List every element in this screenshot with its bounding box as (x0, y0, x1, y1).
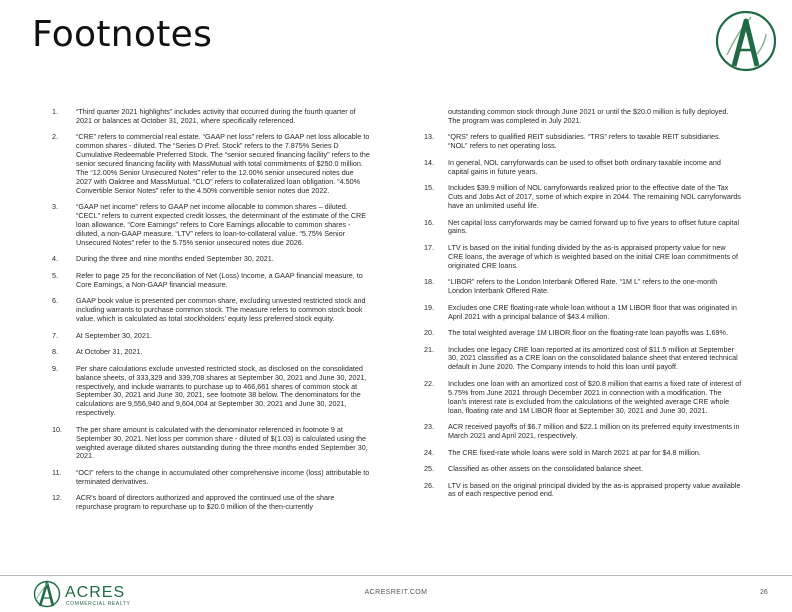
footnote-16: 16. Net capital loss carryforwards may be carried forward up to five years to offset future capital gains. (424, 217, 740, 236)
acres-logo-icon (713, 8, 779, 74)
footnote-9: 9. Per share calculations exclude unvested restricted stock, as disclosed on the consolidated balance sheets, of 333,329 and 339,708 shares at September 30, 2021 and June 30, 2021, respectively, and include warrants to purchase up to 466,661 shares of common stock at September 30, 2021 and June 30, 2021, see footnote 38 below. The denominators for the calculations are 9,556,940 and 9,604,004 at September 30, 2021 and June 30, 2021, respectively. (52, 363, 367, 418)
footnote-26: 26. LTV is based on the original principal divided by the as-is appraised property value available as of each respective period end. (424, 480, 741, 499)
footnote-19: 19. Excludes one CRE floating-rate whole loan without a 1M LIBOR floor that was originated in April 2021 with a principal balance of $43.4 million. (424, 302, 737, 321)
footnote-24: 24. The CRE fixed-rate whole loans were sold in March 2021 at par for $4.8 million. (424, 447, 701, 457)
footnote-12: 12. ACR’s board of directors authorized and approved the continued use of the share repurchase program to repurchase up to $20.0 million of the then-currently (52, 493, 335, 512)
footnote-6: 6. GAAP book value is presented per common share, excluding unvested restricted stock and including warrants to purchase common stock. The measure refers to common stock book value, which is calculated as total stockholders’ equity less preferred stock equity. (52, 296, 366, 324)
footnote-20: 20. The total weighted average 1M LIBOR floor on the floating-rate loan payoffs was 1.69%. (424, 328, 728, 338)
footnote-11: 11. “OCI” refers to the change in accumulated other comprehensive income (loss) attributable to terminated derivatives. (52, 467, 370, 486)
footnote-17: 17. LTV is based on the initial funding divided by the as-is appraised property value for new CRE loans, the average of which is weighted based on the initial CRE loan commitments of originated CRE loans. (424, 242, 739, 270)
footnote-23: 23. ACR received payoffs of $6.7 million and $22.1 million on its preferred equity investments in March 2021 and April 2021, respectively. (424, 422, 740, 440)
footnote-15: 15. Includes $39.9 million of NOL carryforwards realized prior to the effective date of the Tax Cuts and Jobs Act of 2017, some of which expire in 2044. The remaining NOL carryforwards have an unlimited useful life. (424, 183, 741, 211)
footnotes-left-column (52, 108, 370, 520)
footnote-3: 3. “GAAP net income” refers to GAAP net income allocable to common shares – diluted. “CECL” refers to current expected credit losses, the determinant of the estimate of the CRE loan allowance. “Core Earnings” refers to Core Earnings allocable to common shares - diluted, a non-GAAP measure. “LTV” refers to loan-to-collateral value. “5.75% Senior Unsecured Notes” refer to the 5.75% senior unsecured notes due 2026. (52, 202, 367, 247)
footnotes-right-column (424, 108, 742, 507)
footnote-1: 1. “Third quarter 2021 highlights” includes activity that occurred during the fourth quarter of 2021 or balances at October 31, 2021, where specifically referenced. (52, 107, 356, 125)
footnote-5: 5. Refer to page 25 for the reconciliation of Net (Loss) Income, a GAAP financial measure, to Core Earnings, a Non-GAAP financial measure. (52, 270, 363, 289)
page-number: 26 (760, 589, 768, 596)
brand-tagline: COMMERCIAL REALTY (66, 601, 131, 607)
footnote-22: 22. Includes one loan with an amortized cost of $20.8 million that earns a fixed rate of interest of 5.75% from June 2021 through December 2021 in connection with a modification. The loan’s interest rate is excluded from the calculations of the weighted average CRE whole loan, floating rate and 1M LIBOR floor at September 30, 2021 and June 30, 2021. (424, 378, 742, 415)
brand-name: ACRES (65, 584, 126, 601)
footnote-12-continued: outstanding common stock through June 2021 or until the $20.0 million is fully deployed. The program was completed in July 2021. (448, 107, 729, 125)
footnote-18: 18. “LIBOR” refers to the London Interbank Offered Rate. “1M L” refers to the one-month London Interbank Offered Rate. (424, 277, 718, 296)
footnote-21: 21. Includes one legacy CRE loan reported at its amortized cost of $11.5 million at September 30, 2021 classified as a CRE loan on the consolidated balance sheet that entered technical default in June 2020. The Company intends to hold this loan until payoff. (424, 344, 738, 372)
footnote-25: 25. Classified as other assets on the consolidated balance sheet. (424, 464, 643, 473)
footnote-7: 7. At September 30, 2021. (52, 330, 152, 340)
footnote-2: 2. “CRE” refers to commercial real estate. “GAAP net loss” refers to GAAP net loss allocable to common shares - diluted. The “Series D Pref. Stock” refers to the 7.875% Series D Cumulative Redeemable Preferred Stock. The “senior secured financing facility” refers to the senior secured financing facility with MassMutual with total commitments of $250.0 million. The “12.00% Senior Unsecured Notes” refer to the 12.00% senior unsecured notes due 2027 with Oaktree and MassMutual. “CLO” refers to collateralized loan obligation. “4.50% Convertible Senior Notes” refer to the 4.50% convertible senior notes due 2022. (52, 132, 370, 195)
footnote-13: 13. “QRS” refers to qualified REIT subsidiaries. “TRS” refers to taxable REIT subsidiaries. “NOL” refers to net operating loss. (424, 132, 721, 151)
footnote-4: 4. During the three and nine months ended September 30, 2021. (52, 254, 274, 264)
footnote-8: 8. At October 31, 2021. (52, 347, 143, 357)
footer-url-link[interactable]: ACRESREIT.COM (364, 589, 428, 596)
footer-divider (0, 575, 792, 576)
page-title: Footnotes (32, 14, 213, 55)
footnote-10: 10. The per share amount is calculated with the denominator referenced in footnote 9 at September 30, 2021. Net loss per common share - diluted of $(1.03) is calculated using the weighted average diluted shares outstanding during the three months ended September 30, 2021. (52, 424, 368, 461)
footnote-14: 14. In general, NOL carryforwards can be used to offset both ordinary taxable income and capital gains in future years. (424, 157, 721, 176)
